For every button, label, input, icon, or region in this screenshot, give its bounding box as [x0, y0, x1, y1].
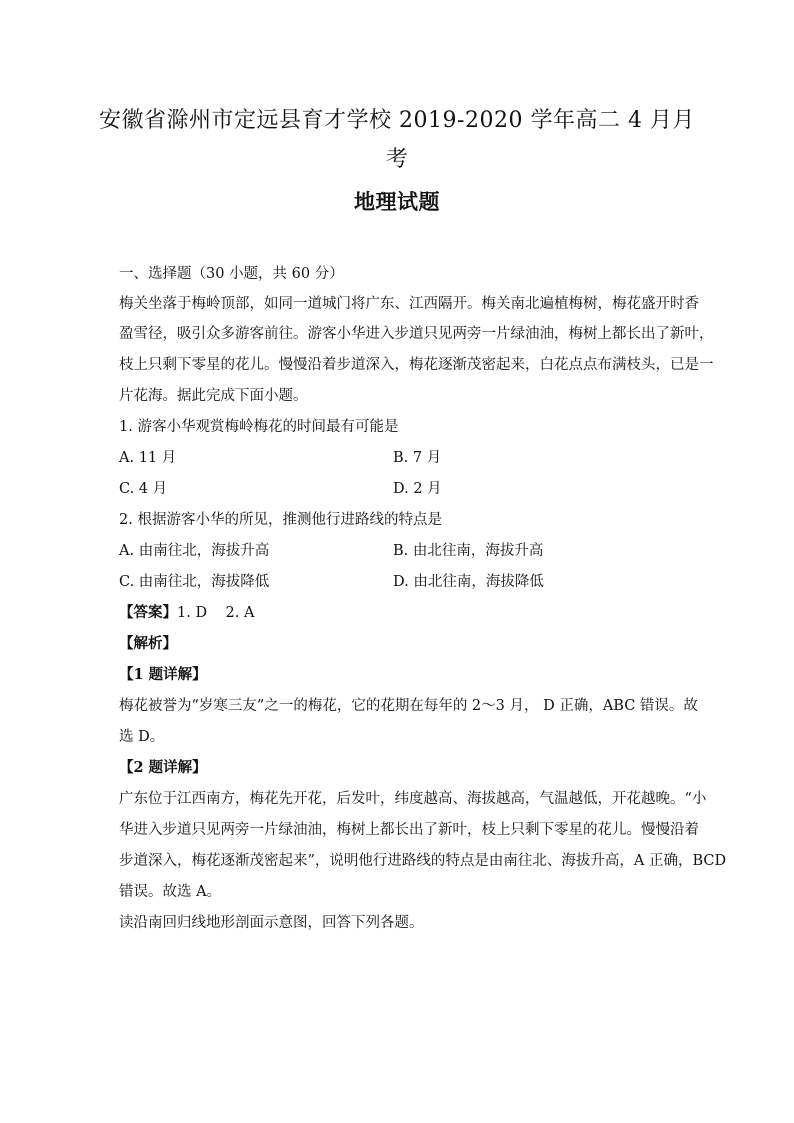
q2-detail-line: 步道深入，梅花逐渐茂密起来”，说明他行进路线的特点是由南往北、海拔升高，A 正确，BCD — [119, 853, 727, 869]
q2-option-b: B. 由北往南，海拔升高 — [393, 543, 544, 559]
q1-detail-label: 【1 题详解】 — [119, 666, 207, 683]
q2-detail-label: 【2 题详解】 — [119, 759, 207, 776]
page-subtitle: 地理试题 — [354, 189, 440, 214]
q2-option-c: C. 由南往北，海拔降低 — [119, 574, 270, 590]
passage-line: 梅关坐落于梅岭顶部，如同一道城门将广东、江西隔开。梅关南北遍植梅树，梅花盛开时香 — [119, 296, 699, 312]
passage-line: 盈雪径，吸引众多游客前往。游客小华进入步道只见两旁一片绿油油，梅树上都长出了新叶， — [119, 326, 714, 342]
analysis-label: 【解析】 — [119, 635, 177, 652]
q2-option-d: D. 由北往南，海拔降低 — [393, 574, 544, 590]
answer-label: 【答案】 — [119, 604, 177, 621]
passage-line: 片花海。据此完成下面小题。 — [119, 388, 308, 404]
page-title-line2: 考 — [385, 147, 409, 172]
q1-option-d: D. 2 月 — [393, 481, 442, 497]
next-question-intro: 读沿南回归线地形剖面示意图，回答下列各题。 — [119, 915, 424, 931]
answer-row — [119, 601, 679, 622]
q2-detail-line: 华进入步道只见两旁一片绿油油，梅树上都长出了新叶，枝上只剩下零星的花儿。慢慢沿着 — [119, 822, 699, 838]
q1-detail-line: 选 D。 — [119, 729, 165, 745]
question-2-stem: 2. 根据游客小华的所见，推测他行进路线的特点是 — [119, 512, 442, 528]
answer-text: 1. D 2. A — [177, 605, 255, 621]
q2-detail-line: 错误。故选 A。 — [119, 884, 222, 900]
section-heading: 一、选择题（30 小题，共 60 分） — [119, 266, 344, 282]
q2-option-a: A. 由南往北，海拔升高 — [119, 543, 270, 559]
question-1-stem: 1. 游客小华观赏梅岭梅花的时间最有可能是 — [119, 419, 399, 435]
q1-option-b: B. 7 月 — [393, 450, 442, 466]
q1-option-a: A. 11 月 — [119, 450, 177, 466]
passage-line: 枝上只剩下零星的花儿。慢慢沿着步道深入，梅花逐渐茂密起来，白花点点布满枝头，已是一 — [119, 357, 714, 373]
q1-option-c: C. 4 月 — [119, 481, 168, 497]
q2-detail-line: 广东位于江西南方，梅花先开花，后发叶，纬度越高、海拔越高，气温越低，开花越晚。“小 — [119, 791, 707, 807]
q1-detail-line: 梅花被誉为“岁寒三友”之一的梅花，它的花期在每年的 2～3 月， D 正确，ABC 错误。故 — [119, 698, 698, 714]
page-title-line1: 安徽省滁州市定远县育才学校 2019-2020 学年高二 4 月月 — [99, 108, 695, 133]
